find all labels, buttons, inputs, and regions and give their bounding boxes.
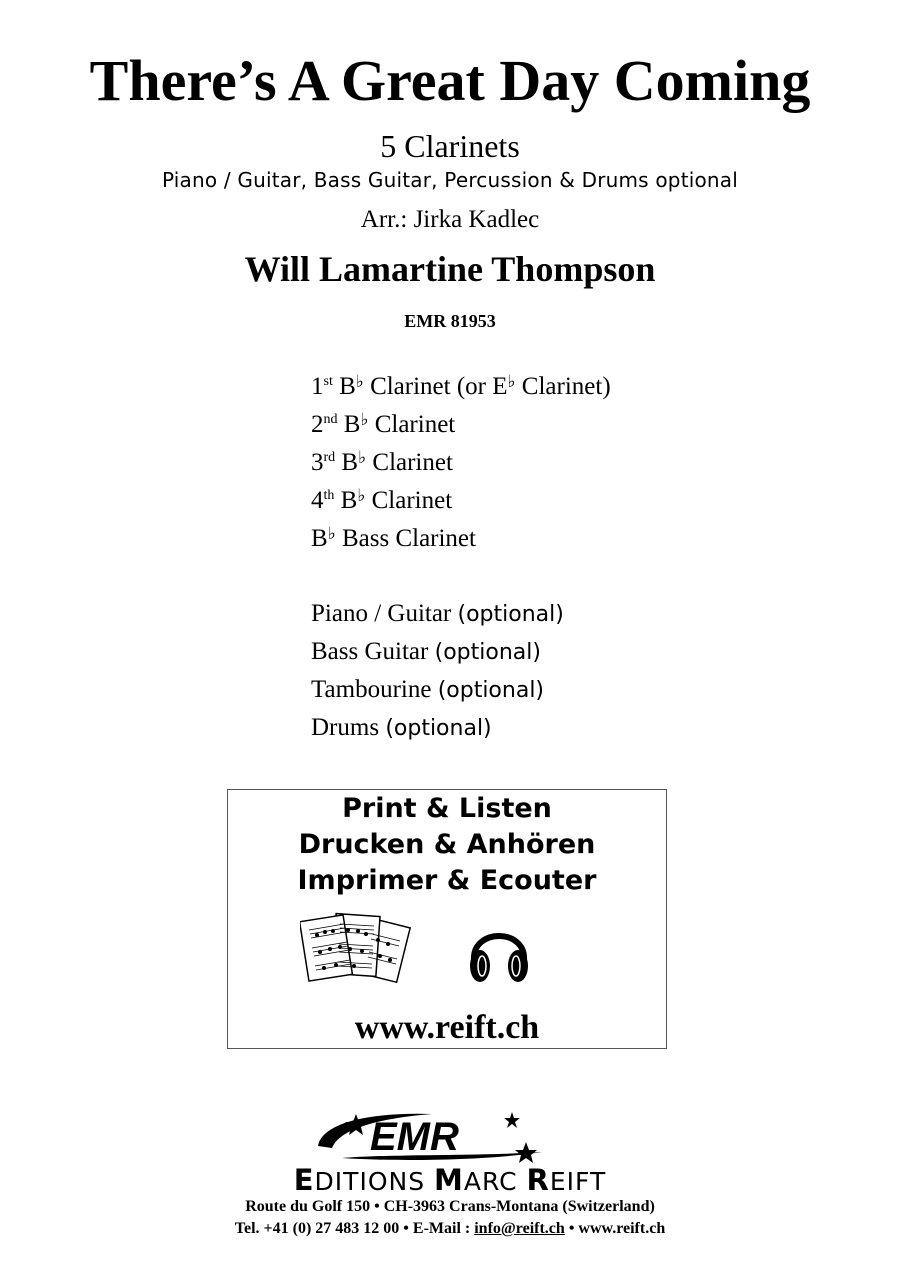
promo-line-german: Drucken & Anhören (298, 829, 596, 860)
promo-line-french: Imprimer & Ecouter (297, 865, 597, 896)
flat-symbol: ♭ (355, 372, 364, 391)
page-title: There’s A Great Day Coming (89, 48, 811, 113)
flat-symbol: ♭ (327, 524, 336, 543)
headphones-icon (466, 916, 532, 988)
optional-parts-list (311, 595, 564, 747)
part-item: 2nd B♭ Clarinet (311, 410, 456, 438)
instrumentation-line: Piano / Guitar, Bass Guitar, Percussion & Drums optional (161, 168, 739, 192)
emr-logo-text: EMR (370, 1115, 459, 1159)
catalog-number: EMR 81953 (404, 311, 496, 331)
flat-symbol: ♭ (360, 410, 369, 429)
part-item: 3rd B♭ Clarinet (311, 448, 453, 476)
optional-part-item: Tambourine (optional) (311, 676, 545, 703)
optional-part-item: Drums (optional) (311, 714, 492, 741)
promo-line-english: Print & Listen (342, 793, 552, 824)
part-item: B♭ Bass Clarinet (311, 524, 476, 552)
arranger: Arr.: Jirka Kadlec (360, 206, 540, 233)
website-link[interactable]: • www.reift.ch (564, 1220, 666, 1237)
parts-list (311, 368, 611, 558)
flat-symbol: ♭ (358, 448, 367, 467)
print-listen-box (227, 789, 667, 1049)
part-item: 4th B♭ Clarinet (311, 486, 453, 514)
subtitle: 5 Clarinets (380, 128, 520, 164)
composer: Will Lamartine Thompson (244, 249, 656, 289)
optional-part-item: Bass Guitar (optional) (311, 638, 541, 665)
sheet-music-icon (300, 912, 412, 990)
publisher-address: Route du Golf 150 • CH-3963 Crans-Montana (Switzerland) (245, 1198, 655, 1215)
publisher-contact: Tel. +41 (0) 27 483 12 00 • E-Mail : info@reift.ch • www.reift.ch (234, 1220, 666, 1237)
optional-part-item: Piano / Guitar (optional) (311, 600, 564, 627)
emr-logo (312, 1108, 552, 1166)
flat-symbol: ♭ (357, 486, 366, 505)
flat-symbol: ♭ (507, 372, 516, 391)
publisher-name: EDITIONS MARC REIFT (293, 1163, 607, 1197)
promo-website-link[interactable]: www.reift.ch (354, 1009, 540, 1046)
part-item: 1st B♭ Clarinet (or E♭ Clarinet) (311, 372, 611, 400)
email-link[interactable]: info@reift.ch (474, 1220, 565, 1237)
